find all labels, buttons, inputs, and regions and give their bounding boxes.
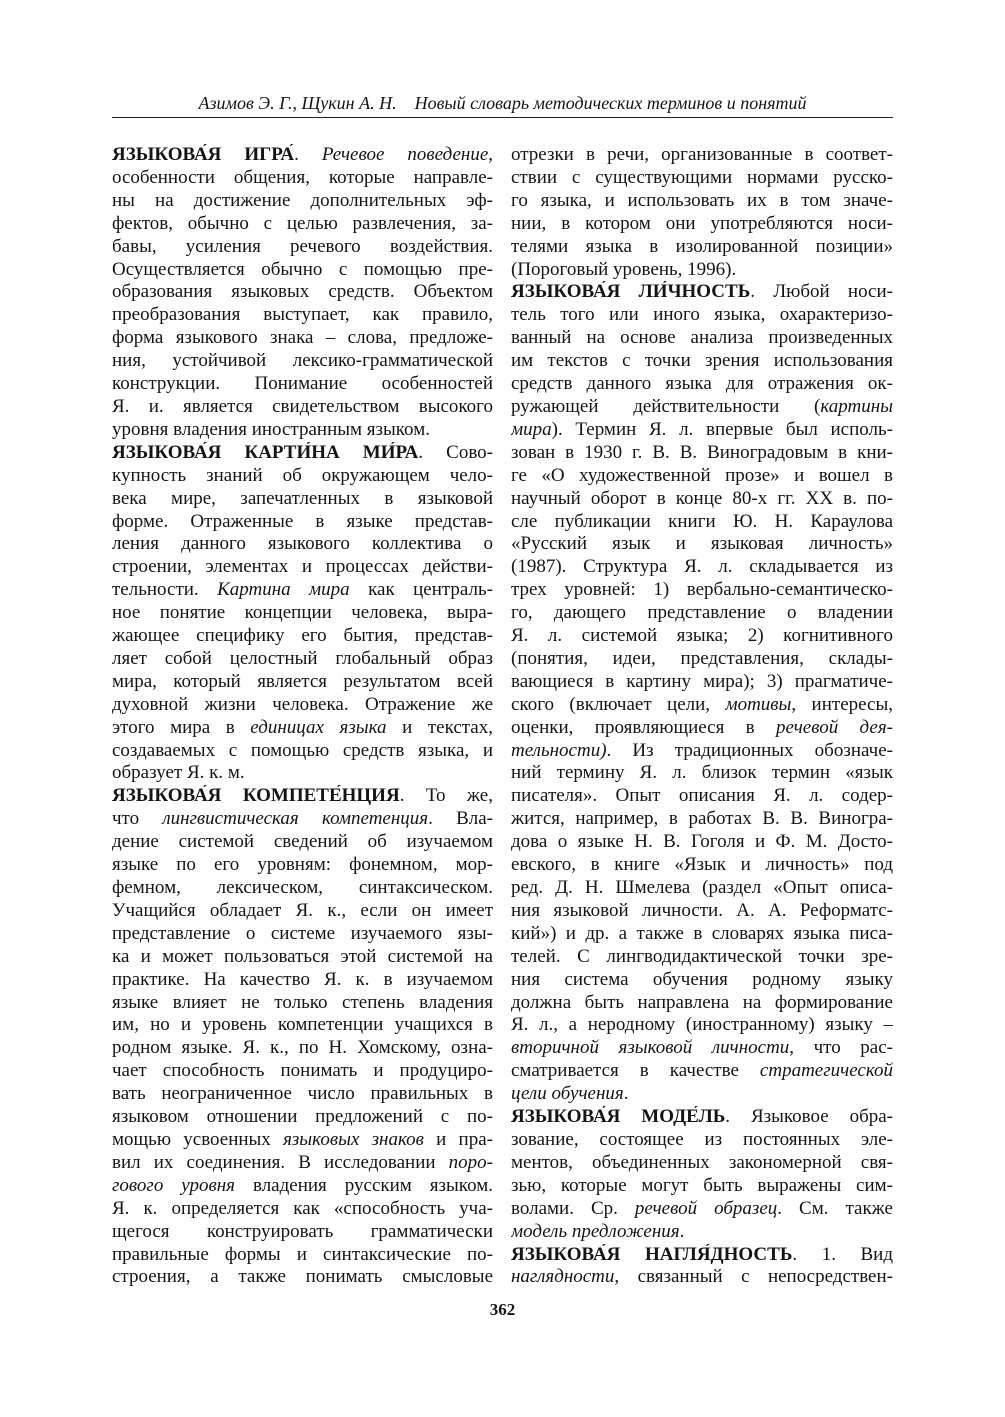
text-run: языке влияет не только степень владения [112,991,493,1013]
text-line [511,1175,893,1198]
text-line [112,511,493,534]
text-line [511,1244,893,1267]
text-run: фектов, обычно с целью развлечения, за- [112,212,493,234]
text-run: ментов, объединенных закономерной свя- [511,1151,893,1173]
text-run: (понятия, идеи, представления, склады- [511,647,893,669]
text-run: купность знаний об окружающем чело- [112,464,493,486]
text-run: образует Я. к. м. [112,762,245,784]
text-run: . [294,144,322,165]
text-line [112,327,493,350]
text-run: конструкции. Понимание особенностей [112,373,493,395]
text-line [511,946,893,969]
text-line [112,373,493,396]
text-run: ). Термин Я. л. впервые был исполь- [551,418,893,440]
text-line [112,419,493,442]
entry-headword: ЯЗЫКОВА́Я НАГЛЯ́ДНОСТЬ [511,1243,793,1265]
text-line [112,281,493,304]
text-run: . [679,1220,685,1242]
text-line [511,602,893,625]
column-right [511,144,893,1289]
term-reference: Речевое поведение [321,144,489,165]
text-run: сле публикации книги Ю. Н. Караулова [511,510,893,532]
text-run: ния, устойчивой лексико-грамматической [112,350,493,372]
text-line [112,740,493,763]
text-line [112,694,493,717]
text-run: языковом отношении предложений с по- [112,1106,493,1128]
text-run: образования языковых средств. Объектом [112,281,493,303]
text-line [112,900,493,923]
text-line [112,213,493,236]
text-line [112,1221,493,1244]
text-line [112,556,493,579]
text-line [112,717,493,740]
text-line [112,304,493,327]
text-line [112,1175,493,1198]
text-line [112,785,493,808]
text-line [511,648,893,671]
text-run: практике. На качество Я. к. в изучаемом [112,968,493,990]
text-line [511,1129,893,1152]
text-line [112,1060,493,1083]
dictionary-entry [112,144,493,442]
text-line [112,1106,493,1129]
text-run: владения русским языком. [235,1174,493,1196]
text-run: научный оборот в конце 80-х гг. XX в. по- [511,487,893,509]
text-line [511,762,893,785]
text-run: писателя». Опыт описания Я. л. содер- [511,785,893,807]
running-header [112,89,893,118]
term-reference: мотивы [725,693,792,715]
text-run: бавы, усиления речевого воздействия. [112,235,493,257]
text-run: ка и может пользоваться этой системой на [112,945,493,967]
text-line [511,259,893,282]
text-run: . Вла- [428,808,493,830]
text-run: ляет собой целостный глобальный образ [112,647,493,669]
text-run: ствии с существующими нормами русско- [511,166,893,188]
dictionary-entry [112,785,493,1289]
text-line [511,350,893,373]
text-line [511,717,893,740]
column-left [112,144,493,1289]
text-run: мира, который является результатом всей [112,670,493,692]
text-run: , что рас- [789,1037,893,1059]
text-line [112,1014,493,1037]
text-line [511,533,893,556]
text-line [112,671,493,694]
text-line [511,694,893,717]
text-run: дение системой сведений об изучаемом [112,831,493,853]
entry-headword: ЯЗЫКОВА́Я ИГРА́ [112,144,295,165]
text-run: . Любой носи- [750,281,893,303]
text-run: ний термину Я. л. близок термин «язык [511,762,893,784]
term-reference: речевой дея- [776,716,893,738]
text-run: особенности общения, которые направле- [112,166,493,188]
entry-headword: ЯЗЫКОВА́Я МОДЕ́ЛЬ [511,1106,726,1128]
text-run: кий») и др. а также в словарях языка писа- [511,922,893,944]
text-run: евского, в книге «Язык и личность» под [511,854,893,876]
text-line [112,1083,493,1106]
text-line [511,442,893,465]
text-line [511,923,893,946]
text-run: строения, а также понимать смысловые [112,1266,493,1288]
term-reference: тельности) [511,739,607,761]
text-run: ред. Д. Н. Шмелева (раздел «Опыт описа- [511,877,893,898]
text-line [511,213,893,236]
text-line [112,579,493,602]
text-line [511,831,893,854]
text-line [511,396,893,419]
text-run: щегося конструировать грамматически [112,1220,493,1242]
text-run: Я. л. системой языка; 2) когнитивного [511,625,893,647]
text-run: духовной жизни человека. Отражение же [112,693,493,715]
text-line [112,969,493,992]
text-run: ге «О художественной прозе» и вошел в [511,464,893,486]
text-line [112,396,493,419]
term-reference: картины [820,395,893,417]
text-line [511,740,893,763]
text-run: форме. Отраженные в языке представ- [112,510,493,532]
page-number: 362 [489,1300,516,1319]
text-run: ное понятие концепции человека, выра- [112,602,493,624]
text-line [112,877,493,900]
text-run: Я. л., а неродному (иностранному) языку – [511,1014,893,1036]
text-run: уровня владения иностранным языком. [112,418,430,440]
dictionary-entry [511,1106,893,1243]
text-run: ния языковой личности. А. А. Реформатс- [511,899,893,921]
term-reference: цели обучения [511,1083,624,1105]
text-line [112,259,493,282]
text-run: ского (включает цели, [511,693,726,715]
dictionary-entry [511,281,893,1106]
text-line [112,831,493,854]
term-reference: единицах языка [250,716,387,738]
dictionary-entry [112,442,493,786]
text-run: вающиеся в картину мира); 3) прагматиче- [511,670,893,692]
dictionary-entry [511,1244,893,1290]
text-run: средств данного языка для отражения ок- [511,373,893,395]
text-run: го, дающего представление о владении [511,602,893,624]
text-run: го языка, и использовать их в том значе- [511,189,893,211]
text-run: чает способность понимать и продуциро- [112,1060,493,1082]
text-line [112,648,493,671]
text-line [511,1106,893,1129]
text-run: и текстах, [386,716,493,738]
text-line [112,350,493,373]
text-line [511,281,893,304]
text-line [511,304,893,327]
text-run: преобразования выступает, как правило, [112,304,493,326]
term-reference: мира [511,418,552,440]
term-reference: модель предложения [511,1220,680,1242]
text-line [511,900,893,923]
entry-headword: ЯЗЫКОВА́Я КАРТИ́НА МИ́РА [112,441,419,463]
term-reference: речевой образец [634,1197,778,1219]
term-reference: лингвистическая компетенция [162,808,429,830]
text-run: ния система обучения родному языку [511,968,893,990]
text-line [112,854,493,877]
text-run: оценки, проявляющиеся в [511,716,777,738]
text-run: ванный на основе анализа произведенных [511,327,893,349]
text-line [511,854,893,877]
text-line [511,1037,893,1060]
text-line [112,762,493,785]
text-run: им текстов с точки зрения использования [511,350,893,372]
text-line [511,969,893,992]
text-run: жится, например, в работах В. В. Виногра- [511,808,893,830]
text-run: , интересы, [791,693,893,715]
entry-headword: ЯЗЫКОВА́Я КОМПЕТЕ́НЦИЯ [112,785,400,807]
text-line [112,465,493,488]
text-run: (Пороговый уровень, 1996). [511,258,737,280]
text-line [511,190,893,213]
text-line [112,923,493,946]
text-line [511,1014,893,1037]
text-run: волами. Ср. [511,1197,635,1219]
text-line [511,1198,893,1221]
text-run: Я. к. определяется как «способность уча- [112,1197,493,1219]
dictionary-entry-continuation [511,144,893,281]
entry-headword: ЯЗЫКОВА́Я ЛИ́ЧНОСТЬ [511,281,751,303]
text-run: сматривается в качестве [511,1060,760,1082]
text-run: вил их соединения. В исследовании [112,1151,449,1173]
term-reference: вторичной языковой личности [511,1037,790,1059]
text-run: форма языкового знака – слова, предложе- [112,327,493,349]
text-line [112,533,493,556]
text-line [511,144,893,167]
text-run: . Сово- [418,441,493,463]
text-run: правильные формы и синтаксические по- [112,1243,493,1265]
text-run: как централь- [349,579,493,601]
header-authors: Азимов Э. Г., Щукин А. Н. [198,93,397,113]
text-line [511,1083,893,1106]
text-line [112,190,493,213]
text-line [112,992,493,1015]
text-line [511,488,893,511]
text-line [511,579,893,602]
text-run: . См. также [777,1197,893,1219]
text-line [112,1266,493,1289]
text-run: (1987). Структура Я. л. складывается из [511,556,893,578]
text-line [511,167,893,190]
text-run: ружающей действительности ( [511,395,821,417]
text-line [511,992,893,1015]
text-run: мощью усвоенных [112,1128,284,1150]
text-run: создаваемых с помощью средств языка, и [112,739,493,761]
text-run: тельности. [112,579,218,601]
text-run: языке по его уровням: фонемном, мор- [112,854,493,876]
text-run: зью, которые могут быть выражены сим- [511,1174,893,1196]
text-line [511,808,893,831]
text-run: и пра- [423,1128,493,1150]
text-run: этого мира в [112,716,251,738]
text-line [511,1152,893,1175]
text-run: вать неограниченное число правильных в [112,1083,493,1105]
text-line [511,671,893,694]
text-line [511,625,893,648]
text-line [112,236,493,259]
text-line [511,1221,893,1244]
text-line [112,1244,493,1267]
text-line [112,602,493,625]
text-run: строении, элементах и процессах действи- [112,556,493,578]
text-run: , связанный с непосредствен- [614,1266,893,1288]
text-run: им, но и уровень компетенции учащихся в [112,1014,493,1036]
text-run: родном языке. Я. к., по Н. Хомскому, озна- [112,1037,493,1059]
text-line [511,236,893,259]
text-line [112,442,493,465]
text-line [112,1037,493,1060]
text-run: фемном, лексическом, синтаксическом. [112,877,493,898]
text-line [511,511,893,534]
text-run: Осуществляется обычно с помощью пре- [112,258,493,280]
text-line [112,144,493,167]
text-run: . 1. Вид [792,1243,893,1265]
text-run: телями языка в изолированной позиции» [511,235,893,257]
text-line [112,1152,493,1175]
text-line [112,625,493,648]
text-line [511,785,893,808]
text-line [511,419,893,442]
text-run: . Из традиционных обозначе- [606,739,893,761]
text-run: жающее специфику его бытия, представ- [112,625,493,647]
text-line [112,1129,493,1152]
text-run: ны на достижение дополнительных эф- [112,189,493,211]
text-run: , [488,144,493,165]
text-line [112,946,493,969]
text-run: должна быть направлена на формирование [511,991,893,1013]
term-reference: стратегической [759,1060,893,1082]
term-reference: Картина мира [217,579,350,601]
text-run: дова о языке Н. В. Гоголя и Ф. М. Досто- [511,831,893,853]
text-run: зование, состоящее из постоянных эле- [511,1128,893,1150]
term-reference: гового уровня [112,1174,235,1196]
text-run: тель того или иного языка, охарактеризо- [511,304,893,326]
text-run: телей. С лингводидактической точки зре- [511,945,893,967]
text-line [511,877,893,900]
text-run: Я. и. является свидетельством высокого [112,395,493,417]
text-line [112,808,493,831]
text-line [511,373,893,396]
text-line [511,556,893,579]
text-run: . Языковое обра- [725,1106,893,1128]
text-line [511,1060,893,1083]
text-run: века мире, запечатленных в языковой [112,487,493,509]
text-run: . То же, [399,785,493,807]
text-run: ления данного языкового коллектива о [112,533,493,555]
term-reference: поро- [448,1151,493,1173]
text-line [112,167,493,190]
text-line [511,465,893,488]
text-line [112,488,493,511]
text-line [511,1266,893,1289]
text-line [112,1198,493,1221]
text-run: . [623,1083,629,1105]
text-run: «Русский язык и языковая личность» [511,533,893,555]
term-reference: языковых знаков [283,1128,424,1150]
text-run: Учащийся обладает Я. к., если он имеет [112,899,493,921]
text-run: трех уровней: 1) вербально-семантическо- [511,579,893,601]
text-run: что [112,808,163,830]
header-book-title: Новый словарь методических терминов и понятий [414,93,807,113]
text-run: нии, в котором они употребляются носи- [511,212,893,234]
text-run: зован в 1930 г. В. В. Виноградовым в кни- [511,441,893,463]
text-run: представление о системе изучаемого язы- [112,922,493,944]
text-line [511,327,893,350]
term-reference: наглядности [511,1266,615,1288]
text-run: отрезки в речи, организованные в соответ- [511,144,893,165]
